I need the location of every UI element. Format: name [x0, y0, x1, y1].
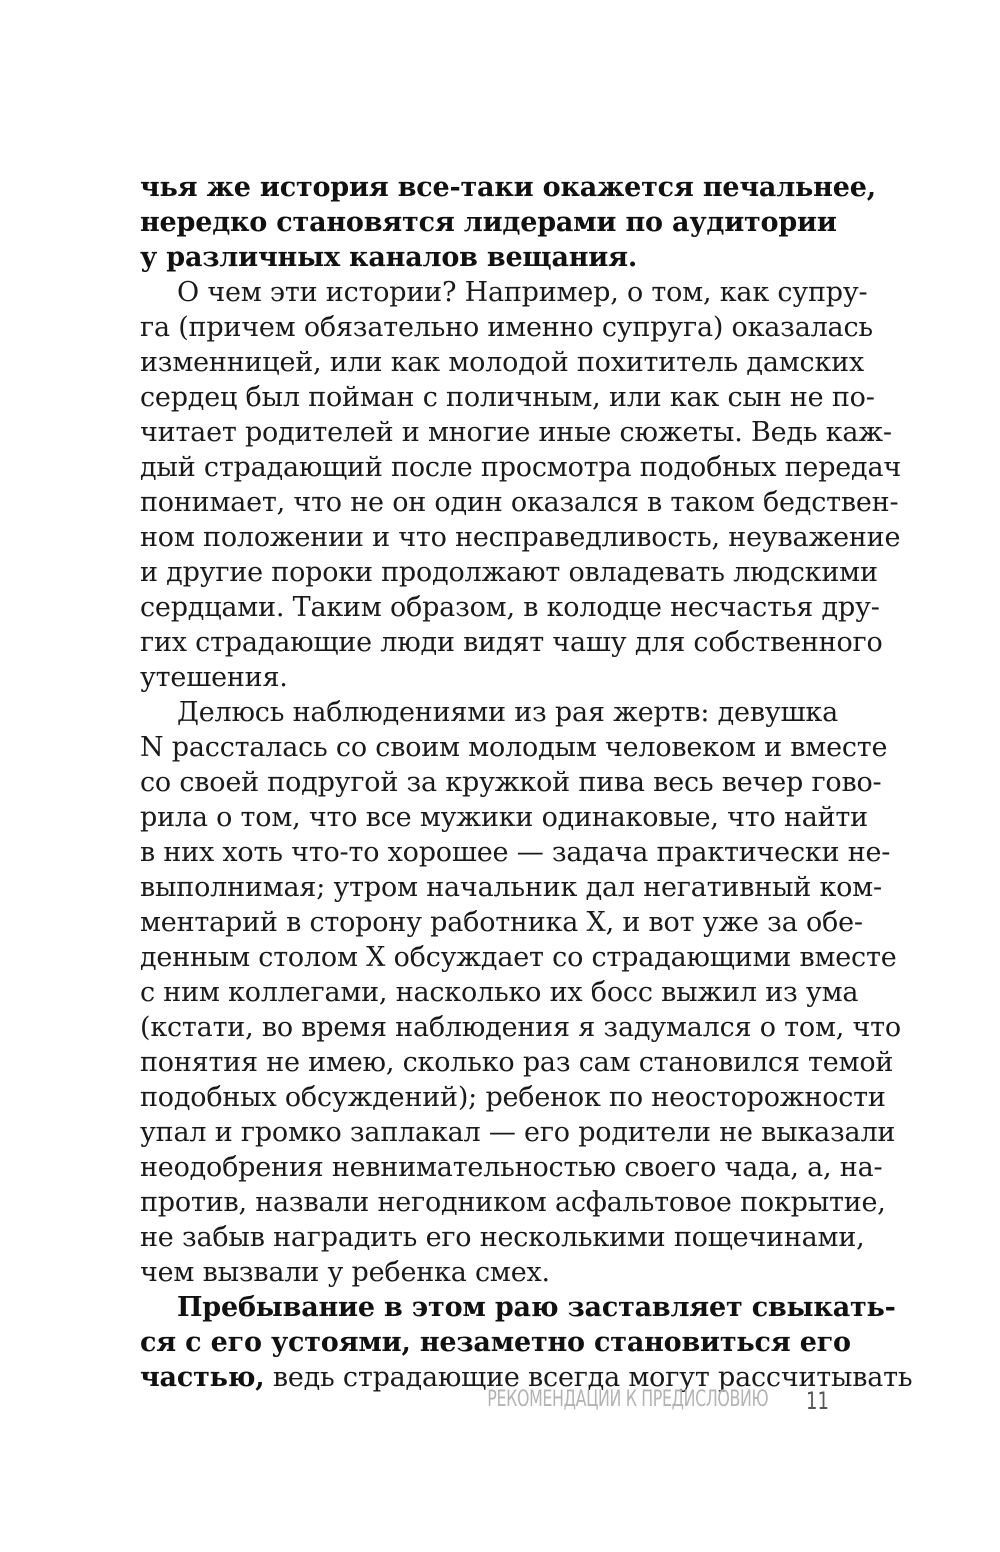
text-line: в них хоть что-то хорошее — задача практически не- [140, 837, 891, 868]
text-line: чем вызвали у ребенка смех. [140, 1257, 550, 1288]
text-line: не забыв наградить его несколькими пощечинами, [140, 1222, 865, 1253]
bold-phrase: частью, [140, 1362, 265, 1393]
text-line: рила о том, что все мужики одинаковые, что найти [140, 802, 868, 833]
text-line: понятия не имею, сколько раз сам становился темой [140, 1047, 894, 1078]
text-line: против, назвали негодником асфальтовое покрытие, [140, 1187, 886, 1218]
regular-phrase: ведь страдающие всегда могут рассчитывать [264, 1362, 913, 1393]
text-line: чья же история все-таки окажется печальнее, [140, 172, 876, 203]
paragraph-1 [140, 170, 876, 275]
text-line: выполнимая; утром начальник дал негативный ком- [140, 872, 882, 903]
text-line: утешения. [140, 662, 288, 693]
text-line: у различных каналов вещания. [140, 242, 638, 273]
text-line: Пребывание в этом раю заставляет свыкать- [177, 1292, 896, 1323]
text-line: со своей подругой за кружкой пива весь вечер гово- [140, 767, 882, 798]
text-line: О чем эти истории? Например, о том, как супру- [177, 277, 868, 308]
paragraph-4 [140, 1290, 913, 1395]
text-line: денным столом X обсуждает со страдающими вместе [140, 942, 897, 973]
text-line: дый страдающий после просмотра подобных передач [140, 452, 902, 483]
page-number: 11 [806, 1387, 829, 1415]
text-line: ментарий в сторону работника X, и вот уже за обе- [140, 907, 863, 938]
paragraph-2 [140, 275, 902, 695]
text-line: Делюсь наблюдениями из рая жертв: девушка [177, 697, 838, 728]
text-line: гих страдающие люди видят чашу для собственного [140, 627, 883, 658]
text-line: га (причем обязательно именно супруга) оказалась [140, 312, 873, 343]
text-line: N рассталась со своим молодым человеком и вместе [140, 732, 888, 763]
text-line: (кстати, во время наблюдения я задумался о том, что [140, 1012, 901, 1043]
running-title: РЕКОМЕНДАЦИИ К ПРЕДИСЛОВИЮ [487, 1387, 768, 1412]
page-footer [0, 1387, 1000, 1427]
text-line: неодобрения невнимательностью своего чада, а, на- [140, 1152, 883, 1183]
text-line: и другие пороки продолжают овладевать людскими [140, 557, 878, 588]
text-line: понимает, что не он один оказался в таком бедствен- [140, 487, 899, 518]
text-line: изменницей, или как молодой похититель дамских [140, 347, 864, 378]
text-line: ном положении и что несправедливость, неуважение [140, 522, 901, 553]
text-line: ся с его устоями, незаметно становиться его [140, 1327, 851, 1358]
body-text [140, 170, 913, 1395]
text-line: подобных обсуждений); ребенок по неосторожности [140, 1082, 886, 1113]
text-line: нередко становятся лидерами по аудитории [140, 207, 837, 238]
text-line: с ним коллегами, насколько их босс выжил из ума [140, 977, 859, 1008]
text-line: читает родителей и многие иные сюжеты. Ведь каж- [140, 417, 892, 448]
paragraph-3 [140, 695, 901, 1290]
text-line: сердцами. Таким образом, в колодце несчастья дру- [140, 592, 880, 623]
text-line: упал и громко заплакал — его родители не выказали [140, 1117, 896, 1148]
text-line: сердец был пойман с поличным, или как сын не по- [140, 382, 875, 413]
